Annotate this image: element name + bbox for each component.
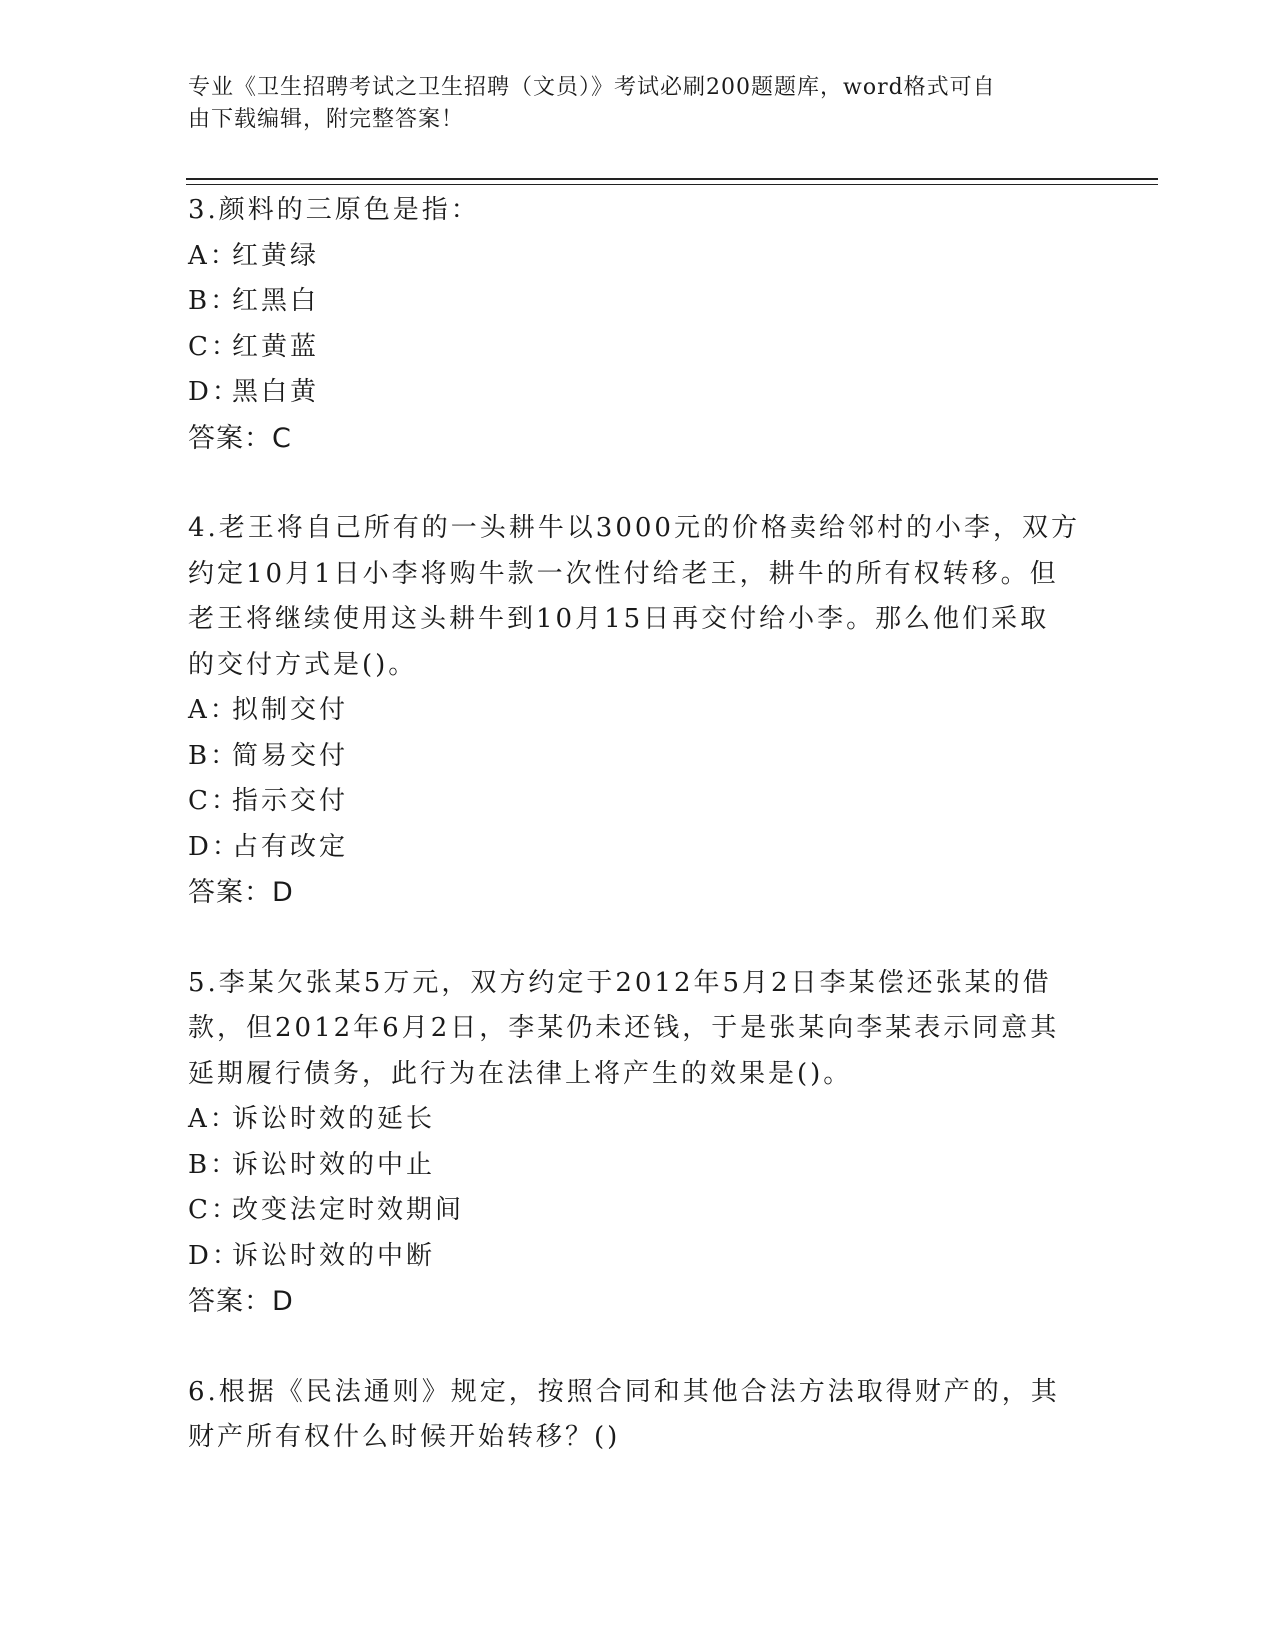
answer-option — [188, 325, 1088, 371]
question-list — [188, 188, 1088, 1461]
option-text: 改变法定时效期间 — [232, 1195, 465, 1225]
header-line-2: 由下载编辑，附完整答案！ — [188, 107, 465, 132]
option-text: 占有改定 — [232, 831, 349, 862]
question-block — [188, 1370, 1088, 1461]
answer-option — [188, 1234, 1088, 1280]
answer-option — [188, 1097, 1088, 1143]
answer-option — [188, 688, 1088, 734]
option-text: 拟制交付 — [232, 695, 349, 725]
option-key: C： — [188, 331, 240, 362]
question-stem-line: 4.老王将自己所有的一头耕牛以3000元的价格卖给邻村的小李，双方 — [188, 513, 1080, 543]
option-key: A： — [188, 695, 239, 725]
question-spacer — [188, 916, 1088, 961]
option-text: 诉讼时效的延长 — [232, 1104, 436, 1134]
option-key: B： — [188, 286, 240, 316]
answer-option — [188, 1188, 1088, 1234]
question-block — [188, 961, 1088, 1325]
option-key: D： — [188, 1240, 241, 1271]
option-text: 诉讼时效的中断 — [232, 1240, 436, 1271]
question-spacer — [188, 1325, 1088, 1370]
option-key: B： — [188, 1149, 240, 1180]
option-text: 指示交付 — [232, 786, 349, 816]
question-stem-line: 5.李某欠张某5万元，双方约定于2012年5月2日李某偿还张某的借 — [188, 967, 1052, 998]
header-divider-thick — [186, 178, 1158, 180]
question-stem-line: 的交付方式是()。 — [188, 649, 418, 680]
question-stem-line: 款，但2012年6月2日，李某仍未还钱，于是张某向李某表示同意其 — [188, 1013, 1060, 1043]
answer-option — [188, 234, 1088, 280]
document-header — [188, 72, 1068, 136]
question-stem-line: 6.根据《民法通则》规定，按照合同和其他合法方法取得财产的，其 — [188, 1376, 1060, 1407]
option-key: C： — [188, 1195, 240, 1225]
option-text: 黑白黄 — [232, 377, 320, 407]
question-stem-line: 老王将继续使用这头耕牛到10月15日再交付给小李。那么他们采取 — [188, 604, 1050, 634]
option-text: 诉讼时效的中止 — [232, 1149, 436, 1180]
question-stem-line: 3.颜料的三原色是指： — [188, 195, 480, 225]
question-stem-line: 财产所有权什么时候开始转移？() — [188, 1422, 621, 1452]
question-stem-line: 延期履行债务，此行为在法律上将产生的效果是()。 — [188, 1058, 853, 1089]
option-text: 红黄蓝 — [232, 331, 320, 362]
question-stem-line: 约定10月1日小李将购牛款一次性付给老王，耕牛的所有权转移。但 — [188, 558, 1059, 589]
answer-key: 答案：C — [188, 422, 292, 454]
option-key: A： — [188, 1104, 239, 1134]
question-block — [188, 506, 1088, 916]
option-text: 红黄绿 — [232, 240, 320, 271]
header-line-1: 专业《卫生招聘考试之卫生招聘（文员）》考试必刷200题题库，word格式可自 — [188, 75, 996, 100]
answer-option — [188, 279, 1088, 325]
question-block — [188, 188, 1088, 461]
header-divider-thin — [186, 184, 1158, 185]
answer-option — [188, 1143, 1088, 1189]
answer-key: 答案：D — [188, 877, 294, 908]
answer-option — [188, 779, 1088, 825]
answer-option — [188, 734, 1088, 780]
answer-option — [188, 825, 1088, 871]
question-spacer — [188, 461, 1088, 506]
answer-option — [188, 370, 1088, 416]
option-key: A： — [188, 240, 239, 271]
option-key: C： — [188, 786, 240, 816]
option-key: D： — [188, 377, 241, 407]
option-text: 简易交付 — [232, 740, 349, 771]
option-text: 红黑白 — [232, 286, 320, 316]
option-key: D： — [188, 831, 241, 862]
option-key: B： — [188, 740, 240, 771]
answer-key: 答案：D — [188, 1286, 294, 1317]
